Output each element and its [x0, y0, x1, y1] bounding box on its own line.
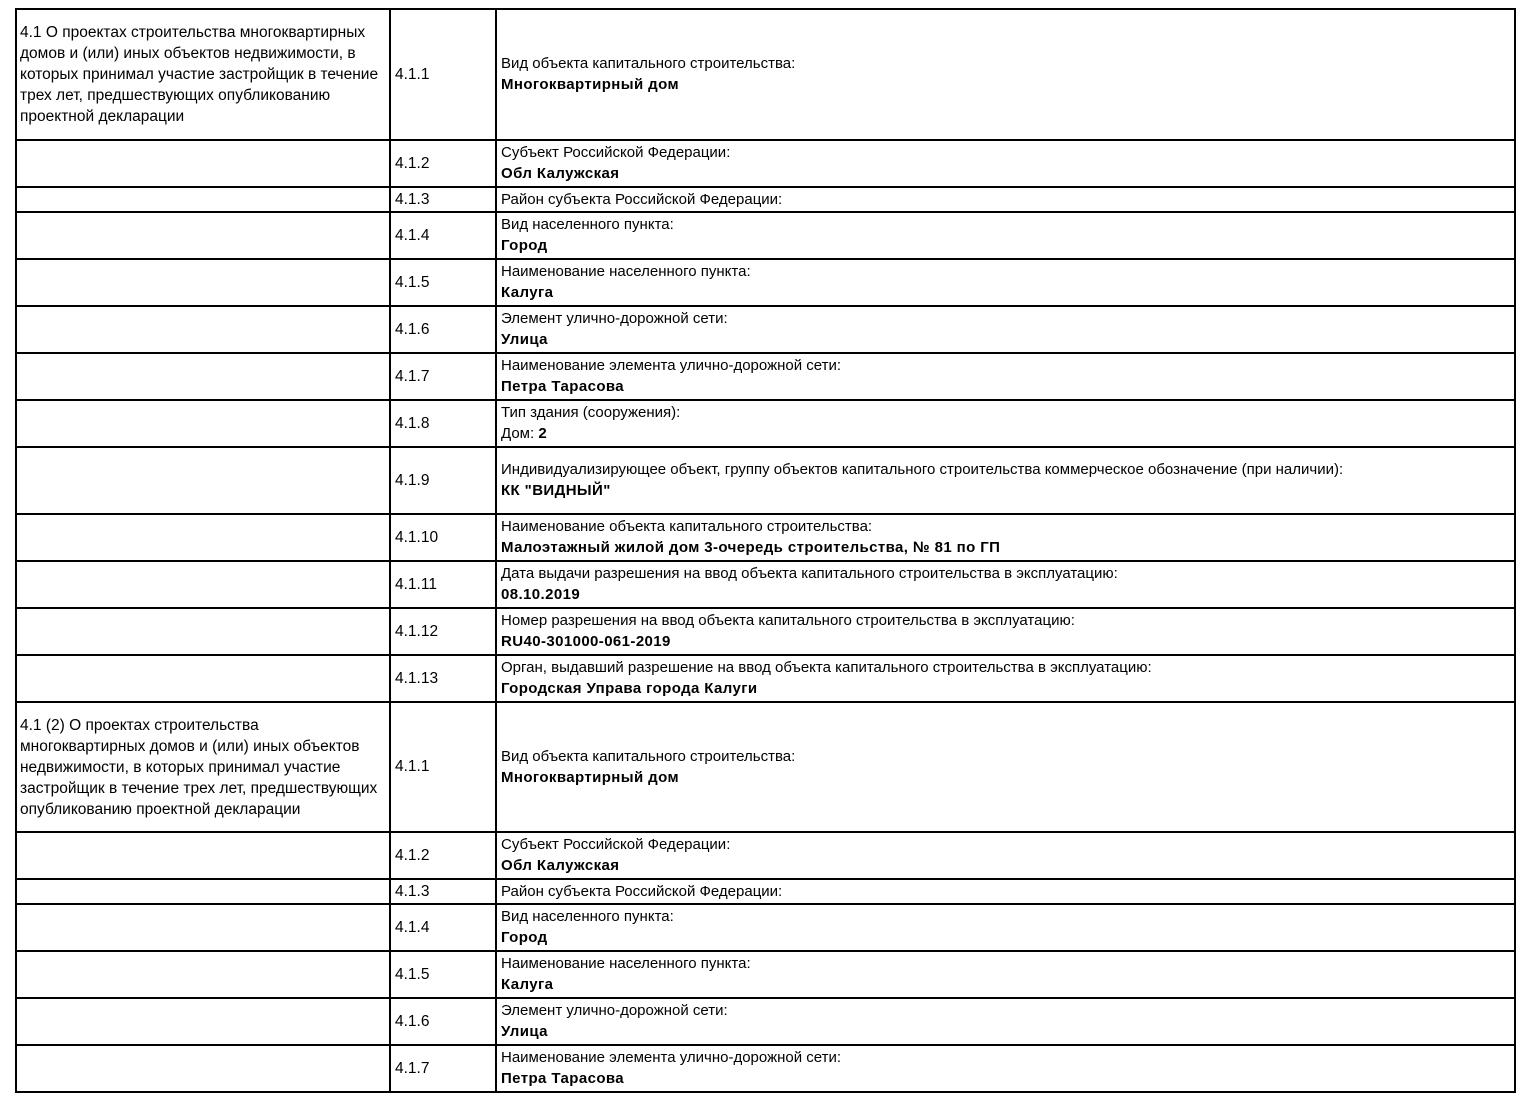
field-value: Многоквартирный дом	[501, 768, 679, 786]
table-row	[16, 951, 1515, 998]
table-row	[16, 9, 1515, 140]
section-description-cell	[16, 353, 390, 400]
row-number: 4.1.2	[395, 846, 430, 864]
field-value: Малоэтажный жилой дом 3-очередь строительства, № 81 по ГП	[501, 539, 1001, 556]
field-cell	[496, 832, 1515, 879]
field-cell	[496, 514, 1515, 561]
field-value-line	[501, 584, 1508, 606]
field-label: Субъект Российской Федерации:	[501, 144, 731, 161]
section-description-cell	[16, 951, 390, 998]
field-cell	[496, 140, 1515, 187]
field-label: Наименование населенного пункта:	[501, 955, 751, 972]
row-number: 4.1.5	[395, 965, 430, 983]
field-value: Городская Управа города Калуги	[501, 680, 758, 697]
row-number-cell	[390, 306, 496, 353]
field-value: RU40-301000-061-2019	[501, 633, 671, 650]
row-number-cell	[390, 561, 496, 608]
field-cell	[496, 561, 1515, 608]
field-value-line	[501, 1021, 1508, 1043]
row-number: 4.1.6	[395, 1012, 430, 1030]
project-declaration-table	[15, 8, 1516, 1093]
row-number: 4.1.4	[395, 918, 430, 936]
section-description-cell	[16, 702, 390, 832]
project-declaration	[15, 8, 1516, 1093]
field-value-line	[501, 329, 1508, 351]
field-cell	[496, 1045, 1515, 1092]
table-row	[16, 1045, 1515, 1092]
field-cell	[496, 353, 1515, 400]
field-value-line	[501, 927, 1508, 949]
field-cell	[496, 306, 1515, 353]
row-number: 4.1.8	[395, 414, 430, 432]
row-number: 4.1.7	[395, 1059, 430, 1077]
section-description-cell	[16, 140, 390, 187]
section-description-cell	[16, 655, 390, 702]
row-number: 4.1.6	[395, 320, 430, 338]
field-value-line	[501, 767, 1508, 789]
field-label: Район субъекта Российской Федерации:	[501, 191, 783, 208]
field-label: Индивидуализирующее объект, группу объектов капитального строительства коммерческое обозначение (при наличии):	[501, 461, 1344, 478]
row-number: 4.1.1	[395, 758, 430, 775]
row-number: 4.1.9	[395, 471, 430, 489]
field-value: 2	[538, 425, 548, 442]
field-label: Вид объекта капитального строительства:	[501, 747, 796, 765]
field-value-line	[501, 376, 1508, 398]
field-value-line	[501, 235, 1508, 257]
field-value-line	[501, 678, 1508, 700]
section-description-cell	[16, 998, 390, 1045]
field-value: Город	[501, 929, 548, 946]
field-value-line	[501, 1068, 1508, 1090]
field-value-line	[501, 537, 1508, 559]
row-number: 4.1.13	[395, 669, 439, 687]
row-number: 4.1.7	[395, 367, 430, 385]
row-number: 4.1.11	[395, 575, 437, 593]
section-description-cell	[16, 447, 390, 514]
field-value-line	[501, 163, 1508, 185]
field-cell	[496, 400, 1515, 447]
section-description-cell	[16, 514, 390, 561]
field-value-line	[501, 631, 1508, 653]
section-description-cell	[16, 400, 390, 447]
field-label: Наименование объекта капитального строительства:	[501, 518, 873, 535]
field-value: Улица	[501, 331, 548, 348]
row-number-cell	[390, 951, 496, 998]
row-number: 4.1.12	[395, 622, 439, 640]
table-row	[16, 140, 1515, 187]
row-number-cell	[390, 212, 496, 259]
row-number: 4.1.3	[395, 190, 430, 208]
section-description-cell	[16, 832, 390, 879]
field-value-line	[501, 423, 1508, 445]
section-description-cell	[16, 608, 390, 655]
table-row	[16, 561, 1515, 608]
field-label: Наименование населенного пункта:	[501, 263, 751, 280]
field-label: Элемент улично-дорожной сети:	[501, 1002, 728, 1019]
field-cell	[496, 187, 1515, 212]
field-value-line	[501, 282, 1508, 304]
field-value: 08.10.2019	[501, 586, 581, 603]
field-value: Петра Тарасова	[501, 378, 625, 395]
declaration-table-body	[16, 9, 1515, 1092]
table-row	[16, 832, 1515, 879]
field-cell	[496, 951, 1515, 998]
field-label: Вид населенного пункта:	[501, 216, 674, 233]
row-number-cell	[390, 832, 496, 879]
row-number-cell	[390, 879, 496, 904]
field-label: Номер разрешения на ввод объекта капитального строительства в эксплуатацию:	[501, 612, 1075, 629]
field-cell	[496, 904, 1515, 951]
row-number-cell	[390, 9, 496, 140]
field-cell	[496, 998, 1515, 1045]
table-row	[16, 187, 1515, 212]
field-label: Дата выдачи разрешения на ввод объекта капитального строительства в эксплуатацию:	[501, 565, 1118, 582]
row-number-cell	[390, 655, 496, 702]
field-label: Район субъекта Российской Федерации:	[501, 883, 783, 900]
row-number-cell	[390, 1045, 496, 1092]
row-number-cell	[390, 702, 496, 832]
field-value: Петра Тарасова	[501, 1070, 625, 1087]
table-row	[16, 212, 1515, 259]
field-value: Город	[501, 237, 548, 254]
row-number: 4.1.5	[395, 273, 430, 291]
row-number-cell	[390, 998, 496, 1045]
field-label: Орган, выдавший разрешение на ввод объекта капитального строительства в эксплуатацию:	[501, 659, 1152, 676]
table-row	[16, 702, 1515, 832]
field-cell	[496, 655, 1515, 702]
field-value: Калуга	[501, 284, 554, 301]
field-value-line	[501, 974, 1508, 996]
field-label: Тип здания (сооружения):	[501, 404, 681, 421]
table-row	[16, 904, 1515, 951]
field-value-line	[501, 74, 1508, 96]
section-description-cell	[16, 212, 390, 259]
row-number-cell	[390, 259, 496, 306]
field-cell	[496, 447, 1515, 514]
section-description-cell	[16, 904, 390, 951]
row-number-cell	[390, 353, 496, 400]
field-label: Наименование элемента улично-дорожной сети:	[501, 1049, 842, 1066]
field-label: Элемент улично-дорожной сети:	[501, 310, 728, 327]
row-number-cell	[390, 514, 496, 561]
table-row	[16, 608, 1515, 655]
section-description-cell	[16, 561, 390, 608]
field-cell	[496, 9, 1515, 140]
row-number: 4.1.1	[395, 65, 430, 83]
field-cell	[496, 879, 1515, 904]
field-value-line	[501, 480, 1508, 502]
section-description-cell	[16, 1045, 390, 1092]
field-label: Вид объекта капитального строительства:	[501, 55, 796, 72]
field-cell	[496, 212, 1515, 259]
row-number: 4.1.2	[395, 154, 430, 172]
table-row	[16, 353, 1515, 400]
table-row	[16, 400, 1515, 447]
row-number: 4.1.10	[395, 528, 439, 546]
section-description-cell	[16, 306, 390, 353]
row-number-cell	[390, 447, 496, 514]
field-value: Обл Калужская	[501, 857, 620, 874]
table-row	[16, 514, 1515, 561]
row-number-cell	[390, 400, 496, 447]
section-description: 4.1 (2) О проектах строительства многоквартирных домов и (или) иных объектов недвижимости, в которых принимал участие застройщик в течение трех лет, предшествующих опубликованию проектной декларации	[20, 716, 378, 818]
field-cell	[496, 259, 1515, 306]
field-label: Вид населенного пункта:	[501, 908, 674, 925]
table-row	[16, 655, 1515, 702]
field-value-prefix: Дом:	[501, 425, 539, 442]
row-number-cell	[390, 187, 496, 212]
row-number-cell	[390, 140, 496, 187]
table-row	[16, 447, 1515, 514]
field-value: Улица	[501, 1023, 548, 1040]
row-number-cell	[390, 904, 496, 951]
table-row	[16, 306, 1515, 353]
table-row	[16, 259, 1515, 306]
table-row	[16, 998, 1515, 1045]
row-number: 4.1.3	[395, 882, 430, 900]
row-number: 4.1.4	[395, 226, 430, 244]
row-number-cell	[390, 608, 496, 655]
field-cell	[496, 608, 1515, 655]
section-description-cell	[16, 187, 390, 212]
field-value-line	[501, 855, 1508, 877]
field-value: Калуга	[501, 976, 554, 993]
section-description-cell	[16, 879, 390, 904]
field-value: Обл Калужская	[501, 165, 620, 182]
table-row	[16, 879, 1515, 904]
section-description-cell	[16, 259, 390, 306]
field-label: Субъект Российской Федерации:	[501, 836, 731, 853]
section-description-cell	[16, 9, 390, 140]
field-label: Наименование элемента улично-дорожной сети:	[501, 357, 842, 374]
field-value: КК "ВИДНЫЙ"	[501, 482, 611, 499]
section-description: 4.1 О проектах строительства многоквартирных домов и (или) иных объектов недвижимости, в которых принимал участие застройщик в течение трех лет, предшествующих опубликованию проектной декларации	[20, 24, 379, 125]
field-value: Многоквартирный дом	[501, 76, 679, 93]
field-cell	[496, 702, 1515, 832]
